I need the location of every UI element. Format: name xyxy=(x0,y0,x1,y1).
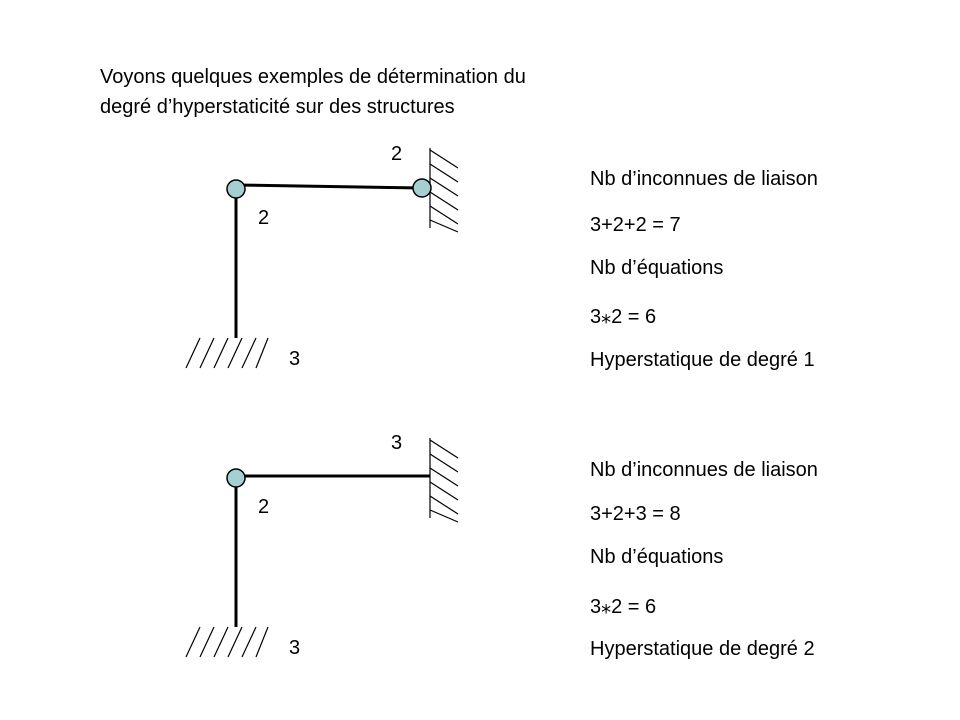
intro-line-1: Voyons quelques exemples de détermination du xyxy=(100,66,526,88)
ex2-unknowns-value: 3+2+3 = 8 xyxy=(590,503,681,525)
frame-2-hinge-joint xyxy=(227,469,245,487)
ex1-unknowns-value: 3+2+2 = 7 xyxy=(590,214,681,236)
ex1-unknowns-title: Nb d’inconnues de liaison xyxy=(590,168,818,190)
ex2-unknowns-title: Nb d’inconnues de liaison xyxy=(590,459,818,481)
frame-2-wall-hatching xyxy=(430,438,458,522)
ex1-result: Hyperstatique de degré 1 xyxy=(590,349,815,371)
frame-1-beam xyxy=(236,185,422,188)
ex2-equations-title: Nb d’équations xyxy=(590,546,724,568)
frame-2-label-wall: 3 xyxy=(391,432,403,454)
frame-2-label-joint: 2 xyxy=(258,496,270,518)
frame-1 xyxy=(186,148,458,368)
ex1-equations-title: Nb d’équations xyxy=(590,257,724,279)
ex2-equations-value: 3⁎2 = 6 xyxy=(590,596,657,618)
frame-1-label-wall: 2 xyxy=(391,143,403,165)
frame-1-hinge-wall xyxy=(413,179,431,197)
frame-1-hinge-joint xyxy=(227,180,245,198)
frame-2-base-hatching xyxy=(186,627,268,657)
ex2-result: Hyperstatique de degré 2 xyxy=(590,638,815,660)
frame-1-wall-hatching xyxy=(430,148,458,232)
frame-1-label-base: 3 xyxy=(289,348,301,370)
ex1-equations-value: 3⁎2 = 6 xyxy=(590,306,657,328)
frame-1-label-joint: 2 xyxy=(258,207,270,229)
frame-2-label-base: 3 xyxy=(289,637,301,659)
intro-line-2: degré d’hyperstaticité sur des structures xyxy=(100,96,455,118)
frame-1-base-hatching xyxy=(186,338,268,368)
frame-2 xyxy=(186,438,458,657)
